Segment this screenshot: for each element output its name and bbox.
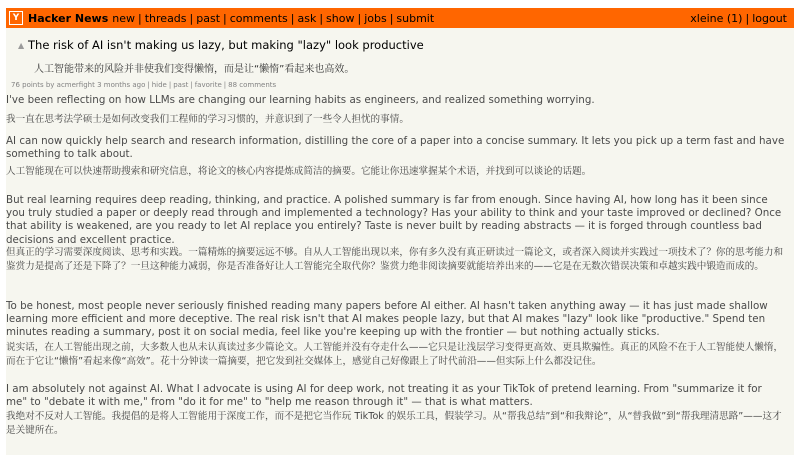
nav-threads[interactable]: threads <box>144 11 187 25</box>
paragraph-4-cn: 说实话，在人工智能出现之前，大多数人也从未认真读过多少篇论文。人工智能并没有夺走什么——它只是让浅层学习变得更高效、更具欺骗性。真正的风险不在于人工智能使人懒惰，而在于它让“懒惰”看起来像“高效”。花十分钟读一篇摘要，把它发到社交媒体上，感觉自己好像跟上了时代前沿——但实际上什么都没记住。 <box>6 342 784 367</box>
nav-new[interactable]: new <box>112 11 136 25</box>
text-paragraph-5 <box>6 383 786 409</box>
story-title[interactable]: The risk of AI isn't making us lazy, but making "lazy" look productive <box>28 38 424 52</box>
user-link[interactable]: xleine (1) <box>690 11 743 25</box>
comments-link[interactable]: 88 comments <box>228 81 277 89</box>
points-byline: 76 points by acmerfight 3 months ago <box>11 81 146 89</box>
paragraph-2-en: AI can now quickly help search and research information, distilling the core of a paper into a concise summary. It lets you pick up a term fast and have something to talk about. <box>6 135 785 161</box>
text-paragraph-2-cn <box>6 165 786 179</box>
paragraph-2-cn: 人工智能现在可以快速帮助搜索和研究信息，将论文的核心内容提炼成简洁的摘要。它能让你迅速掌握某个术语，并找到可以谈论的话题。 <box>6 166 592 177</box>
text-paragraph-3 <box>6 194 786 247</box>
nav-comments[interactable]: comments <box>229 11 288 25</box>
site-name[interactable]: Hacker News <box>28 11 109 25</box>
hide-link[interactable]: hide <box>151 81 167 89</box>
text-paragraph-2 <box>6 135 786 161</box>
top-bar <box>6 8 794 28</box>
story-subtext: 76 points by acmerfight 3 months ago | hide | past | favorite | 88 comments <box>11 81 277 89</box>
hn-logo[interactable]: Y <box>9 11 23 25</box>
story-row <box>18 38 424 52</box>
paragraph-5-cn: 我绝对不反对人工智能。我提倡的是将人工智能用于深度工作，而不是把它当作玩 TikTok 的娱乐工具，假装学习。从“帮我总结”到“和我辩论”，从“替我做”到“帮我理清思路”——这才是关键所在。 <box>6 411 782 436</box>
paragraph-5-en: I am absolutely not against AI. What I advocate is using AI for deep work, not treating it as your TikTok of pretend learning. From "summarize it for me" to "debate it with me," from "do it for me" to "help me reason through it" — that is what matters. <box>6 383 762 409</box>
nav-submit[interactable]: submit <box>396 11 435 25</box>
favorite-link[interactable]: favorite <box>194 81 222 89</box>
paragraph-3-en: But real learning requires deep reading, thinking, and practice. A polished summary is far from enough. Since having AI, how long has it been since you truly studied a paper or deeply read through and implemented a technology? Has your ability to think and your taste improved or declined? Once that ability is weakened, are you ready to let AI replace you entirely? Taste is never built by reading abstracts — it is forged through countless bad decisions and excellent practice. <box>6 194 782 246</box>
text-paragraph-3-cn <box>6 246 786 273</box>
paragraph-1-cn: 我一直在思考法学硕士是如何改变我们工程师的学习习惯的，并意识到了一些令人担忧的事情。 <box>6 114 409 125</box>
upvote-arrow-icon[interactable]: ▲ <box>18 41 25 50</box>
nav-links: new | threads | past | comments | ask | show | jobs | submit <box>112 11 435 25</box>
paragraph-4-en: To be honest, most people never seriously finished reading many papers before AI either. AI hasn't taken anything away — it has just made shallow learning more efficient and more deceptive. The real risk isn't that AI makes people lazy, but that AI makes "lazy" look like "productive." Spend ten minutes reading a summary, post it on social media, feel like you're keeping up with the frontier — but nothing actually sticks. <box>6 300 768 339</box>
text-paragraph-4-cn <box>6 341 786 368</box>
nav-jobs[interactable]: jobs <box>364 11 387 25</box>
nav-past[interactable]: past <box>196 11 221 25</box>
logout-link[interactable]: logout <box>752 11 787 25</box>
story-title-translation: 人工智能带来的风险并非使我们变得懒惰，而是让“懒惰”看起来也高效。 <box>34 64 355 75</box>
nav-ask[interactable]: ask <box>297 11 317 25</box>
paragraph-3-cn: 但真正的学习需要深度阅读、思考和实践。一篇精炼的摘要远远不够。自从人工智能出现以来，你有多久没有真正研读过一篇论文，或者深入阅读并实践过一项技术了？你的思考能力和鉴赏力是提高了还是下降了？一旦这种能力减弱，你是否准备好让人工智能完全取代你？鉴赏力绝非阅读摘要就能培养出来的——它是在无数次错误决策和卓越实践中锻造而成的。 <box>6 247 784 272</box>
text-paragraph-5-cn <box>6 410 786 437</box>
nav-show[interactable]: show <box>326 11 355 25</box>
text-paragraph-1-cn <box>6 113 786 127</box>
user-area: xleine (1) | logout <box>690 11 787 25</box>
past-link[interactable]: past <box>173 81 189 89</box>
text-paragraph-4 <box>6 300 786 340</box>
page-container <box>6 8 794 455</box>
text-paragraph-1 <box>6 94 786 107</box>
paragraph-1-en: I've been reflecting on how LLMs are changing our learning habits as engineers, and realized something worrying. <box>6 94 595 106</box>
